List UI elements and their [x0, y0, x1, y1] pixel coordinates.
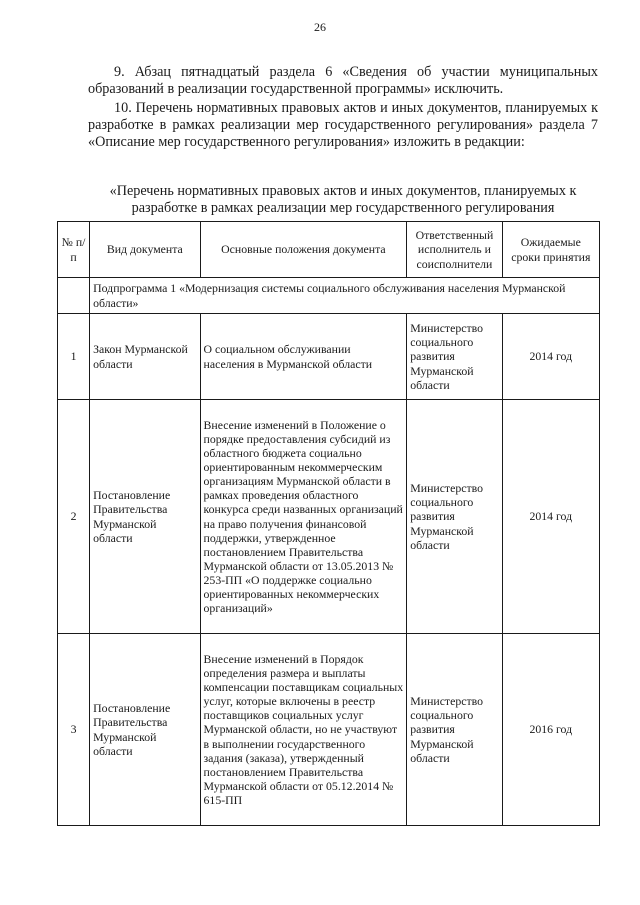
row-responsible: Министерство социального развития Мурманской области — [407, 314, 502, 400]
row-responsible: Министерство социального развития Мурманской области — [407, 400, 502, 634]
table-header-row — [58, 222, 600, 278]
subprogram-row — [58, 278, 600, 314]
row-number: 3 — [58, 634, 90, 826]
table-row — [58, 314, 600, 400]
page-number: 26 — [314, 20, 326, 34]
row-provisions: О социальном обслуживании населения в Мурманской области — [200, 314, 407, 400]
paragraph-9: 9. Абзац пятнадцатый раздела 6 «Сведения об участии муниципальных образований в реализации государственной программы» исключить. — [88, 64, 598, 97]
row-number: 1 — [58, 314, 90, 400]
header-number: № п/п — [58, 222, 90, 278]
paragraph-10: 10. Перечень нормативных правовых актов и иных документов, планируемых к разработке в рамках реализации мер государственного регулирования» раздела 7 «Описание мер государственного регулирования» изложить в редакции: — [88, 100, 598, 150]
table-row — [58, 400, 600, 634]
header-doc-type: Вид документа — [90, 222, 200, 278]
table-row — [58, 634, 600, 826]
row-provisions: Внесение изменений в Положение о порядке предоставления субсидий из областного бюджета социально ориентированным некоммерческим организациям Мурманской области в рамках проведения областного конкурса среди названных организаций на право получения финансовой поддержки, утвержденное постановлением Правительства Мурманской области от 13.05.2013 № 253-ПП «О поддержке социально ориентированных некоммерческих организаций» — [200, 400, 407, 634]
header-provisions: Основные положения документа — [200, 222, 407, 278]
documents-table — [57, 221, 600, 826]
row-responsible: Министерство социального развития Мурманской области — [407, 634, 502, 826]
subprogram-empty-cell — [58, 278, 90, 314]
header-responsible: Ответственный исполнитель и соисполнители — [407, 222, 502, 278]
header-deadline: Ожидаемые сроки принятия — [502, 222, 599, 278]
row-doc-type: Постановление Правительства Мурманской области — [90, 400, 200, 634]
row-doc-type: Постановление Правительства Мурманской области — [90, 634, 200, 826]
subprogram-title: Подпрограмма 1 «Модернизация системы социального обслуживания населения Мурманской области» — [90, 278, 600, 314]
row-deadline: 2014 год — [502, 314, 599, 400]
row-number: 2 — [58, 400, 90, 634]
row-provisions: Внесение изменений в Порядок определения размера и выплаты компенсации поставщикам социальных услуг, которые включены в реестр поставщиков социальных услуг Мурманской области, но не участвуют в выполнении государственного задания (заказа), утвержденный постановлением Правительства Мурманской области от 05.12.2014 № 615-ПП — [200, 634, 407, 826]
row-deadline: 2016 год — [502, 634, 599, 826]
row-deadline: 2014 год — [502, 400, 599, 634]
row-doc-type: Закон Мурманской области — [90, 314, 200, 400]
table-title: «Перечень нормативных правовых актов и иных документов, планируемых к разработке в рамках реализации мер государственного регулирования — [109, 183, 577, 216]
